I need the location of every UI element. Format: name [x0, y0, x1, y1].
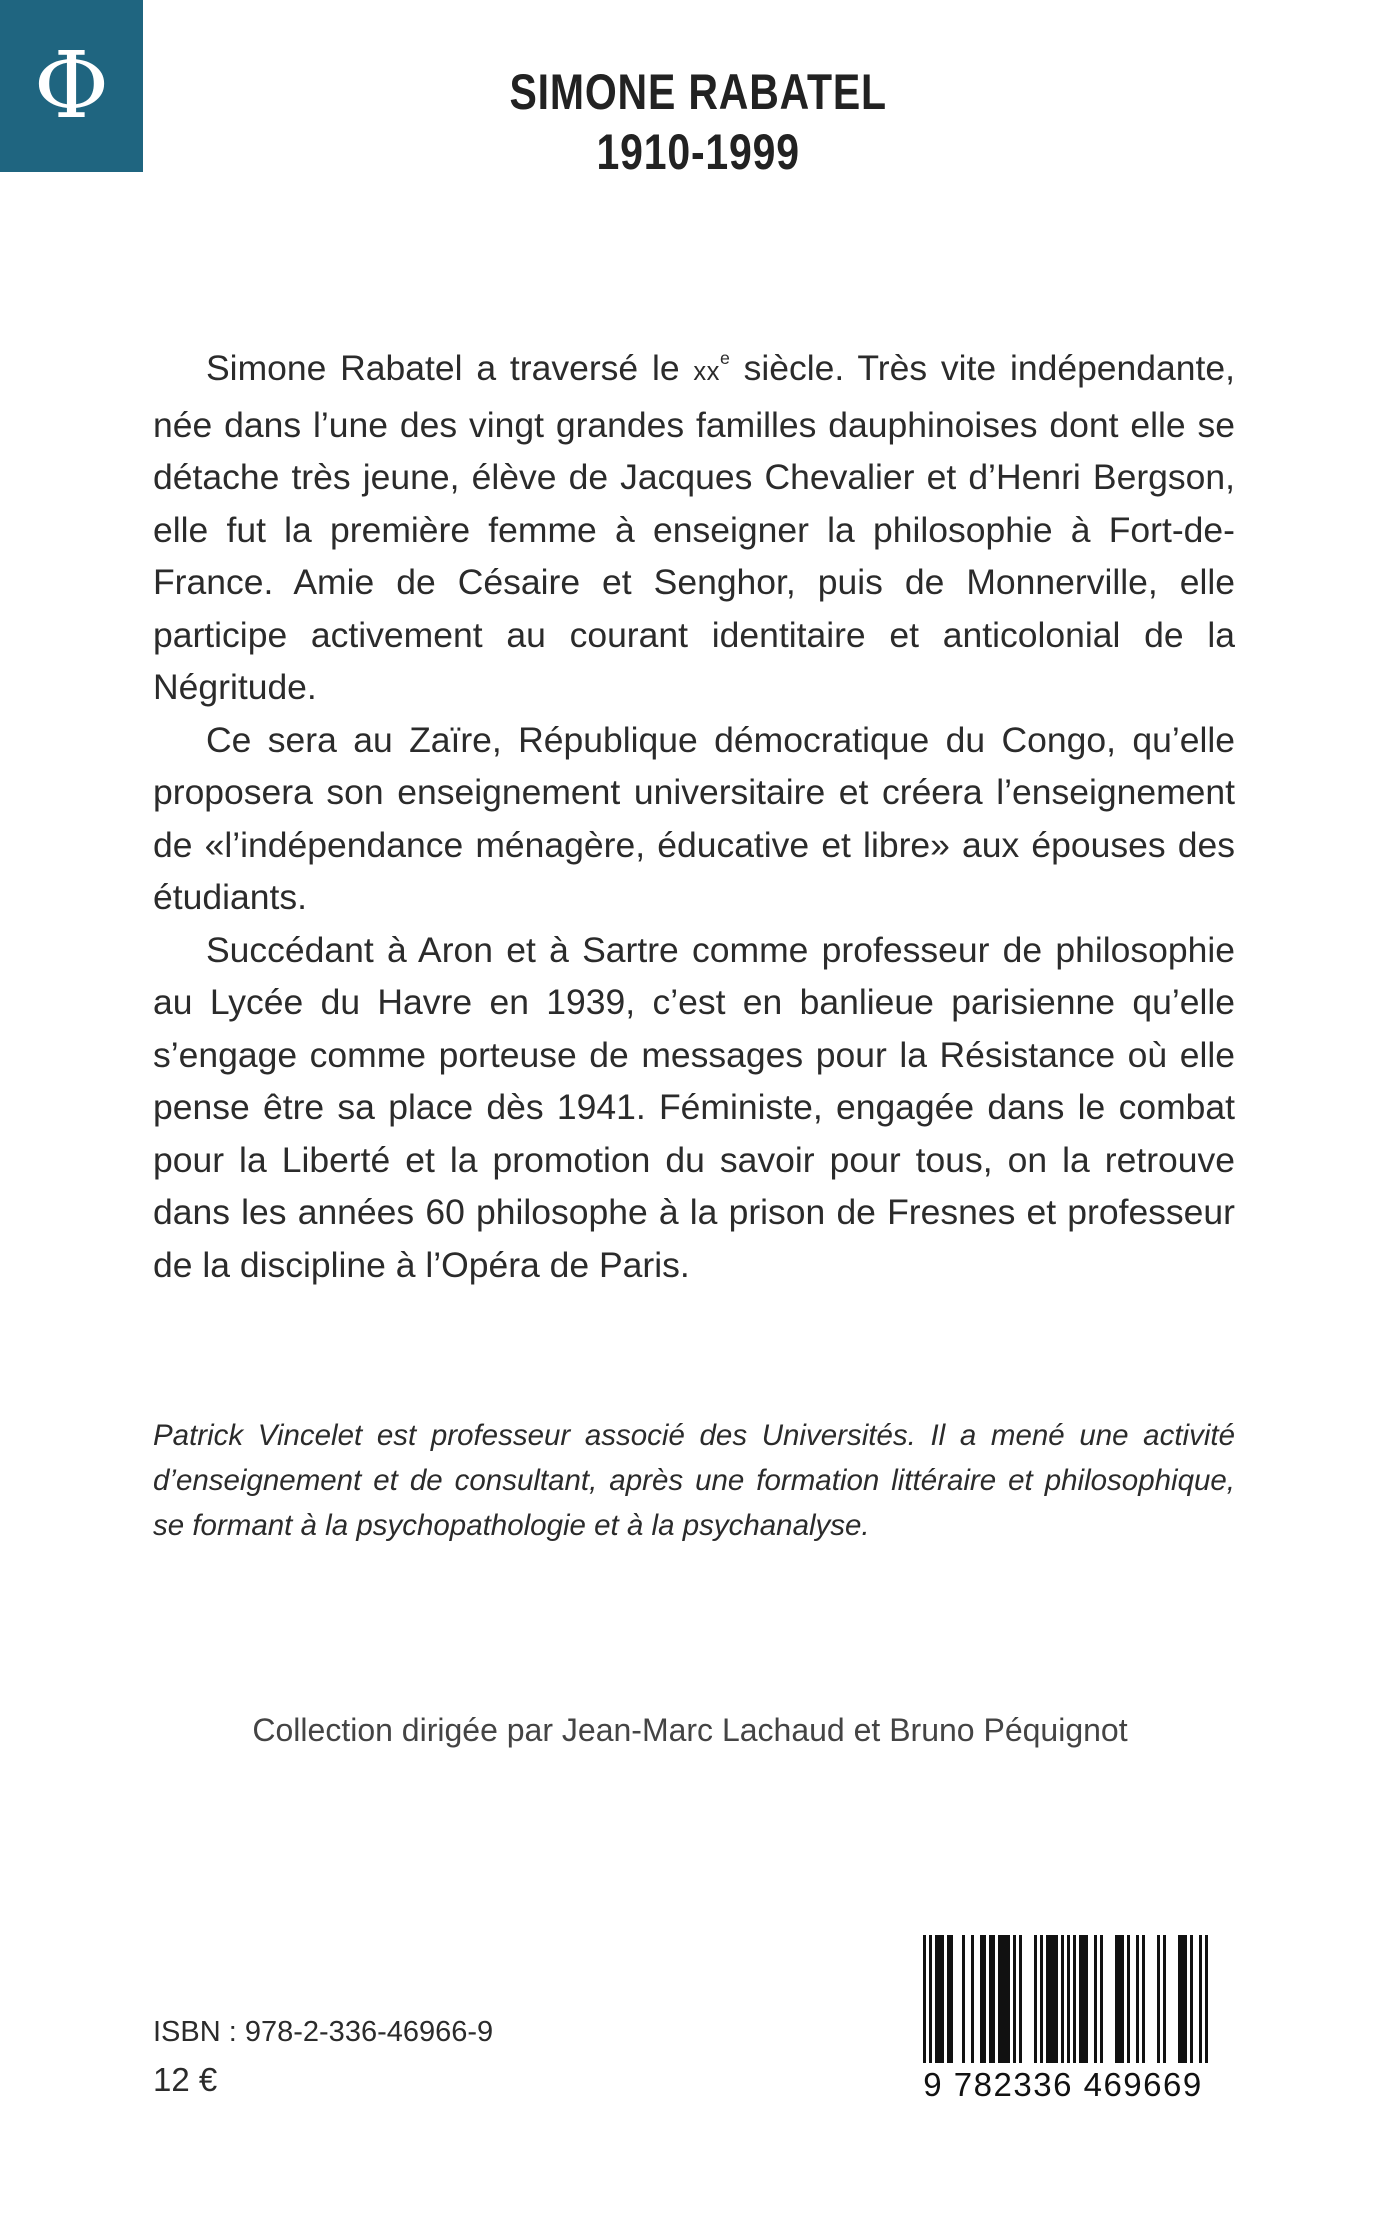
barcode-bar — [1055, 1935, 1058, 2063]
barcode-bar — [935, 1935, 938, 2063]
barcode-bar — [1013, 1935, 1016, 2063]
barcode-bar — [1085, 1935, 1088, 2063]
barcode-bar — [1184, 1935, 1187, 2063]
barcode-digits: 9 782336 469669 — [903, 2063, 1223, 2107]
title-name: SIMONE RABATEL — [509, 64, 887, 120]
barcode-bar — [983, 1935, 986, 2063]
summary-paragraph-1 — [153, 342, 1235, 714]
isbn-label: ISBN : 978-2-336-46966-9 — [153, 2016, 494, 2048]
title-dates: 1910-1999 — [596, 124, 800, 180]
summary-p1-start: Simone Rabatel a traversé le — [206, 348, 694, 388]
barcode-bar — [1040, 1935, 1043, 2063]
barcode-bar — [962, 1935, 965, 2063]
publisher-logo — [0, 0, 143, 172]
barcode-bar — [1163, 1935, 1166, 2063]
barcode-bar — [1094, 1935, 1097, 2063]
barcode-bar — [1007, 1935, 1010, 2063]
barcode-bar — [941, 1935, 944, 2063]
author-bio — [153, 1413, 1235, 1548]
barcode-bar — [971, 1935, 974, 2063]
barcode-bar — [1079, 1935, 1082, 2063]
collection-credit: Collection dirigée par Jean-Marc Lachaud et Bruno Péquignot — [252, 1712, 1128, 1748]
barcode-bar — [1004, 1935, 1007, 2063]
summary-paragraph-3: Succédant à Aron et à Sartre comme professeur de philosophie au Lycée du Havre en 1939, c’est en banlieue parisienne qu’elle s’engage comme porteuse de messages pour la Résistance où elle pense être sa place dès 1941. Féministe, engagée dans le combat pour la Liberté et la promotion du savoir pour tous, on la retrouve dans les années 60 philosophe à la prison de Fresnes et professeur de la discipline à l’Opéra de Paris. — [153, 929, 1235, 1285]
barcode-bar — [1052, 1935, 1055, 2063]
barcode-bar — [1127, 1935, 1130, 2063]
summary-paragraph-2: Ce sera au Zaïre, République démocratique du Congo, qu’elle proposera son enseignement universitaire et créera l’enseignement de «l’indépendance ménagère, éducative et libre» aux épouses des étudiants. — [153, 719, 1235, 917]
barcode-bar — [1019, 1935, 1022, 2063]
barcode-bar — [1142, 1935, 1145, 2063]
barcode-bar — [947, 1935, 950, 2063]
barcode-bar — [1118, 1935, 1121, 2063]
century-superscript: e — [719, 348, 730, 369]
author-name: Patrick Vincelet — [153, 1419, 363, 1452]
barcode-bar — [1181, 1935, 1184, 2063]
barcode-bar — [1073, 1935, 1076, 2063]
barcode-bar — [1001, 1935, 1004, 2063]
barcode-bar — [1178, 1935, 1181, 2063]
barcode-bar — [1100, 1935, 1103, 2063]
barcode-bar — [938, 1935, 941, 2063]
barcode-bar — [989, 1935, 992, 2063]
phi-logo-icon: Φ — [33, 32, 110, 139]
barcode-bar — [1121, 1935, 1124, 2063]
barcode-bar — [1157, 1935, 1160, 2063]
book-title — [124, 62, 1272, 182]
barcode-bar — [1136, 1935, 1139, 2063]
barcode-bar — [998, 1935, 1001, 2063]
price-label: 12 € — [153, 2061, 218, 2098]
barcode-bar — [1046, 1935, 1049, 2063]
barcode-bar — [1049, 1935, 1052, 2063]
summary-text — [153, 342, 1235, 1291]
barcode-bar — [1190, 1935, 1193, 2063]
author-bio-text: est professeur associé des Universités. Il a mené une activité d’enseignement et de consultant, après une formation littéraire et philosophique, se formant à la psychopathologie et à la psychanalyse. — [153, 1419, 1235, 1542]
century-numeral: xx — [693, 358, 720, 386]
barcode-bar — [992, 1935, 995, 2063]
barcode-bar — [1034, 1935, 1037, 2063]
summary-p1-end: siècle. Très vite indépendante, née dans l’une des vingt grandes familles dauphinoises dont elle se détache très jeune, élève de Jacques Chevalier et d’Henri Bergson, elle fut la première femme à enseigner la philosophie à Fort-de-France. Amie de Césaire et Senghor, puis de Monnerville, elle participe activement au courant identitaire et anticolonial de la Négritude. — [153, 348, 1235, 707]
barcode-bar — [980, 1935, 983, 2063]
barcode-bar — [1115, 1935, 1118, 2063]
barcode-bar — [950, 1935, 953, 2063]
barcode-bar — [1082, 1935, 1085, 2063]
